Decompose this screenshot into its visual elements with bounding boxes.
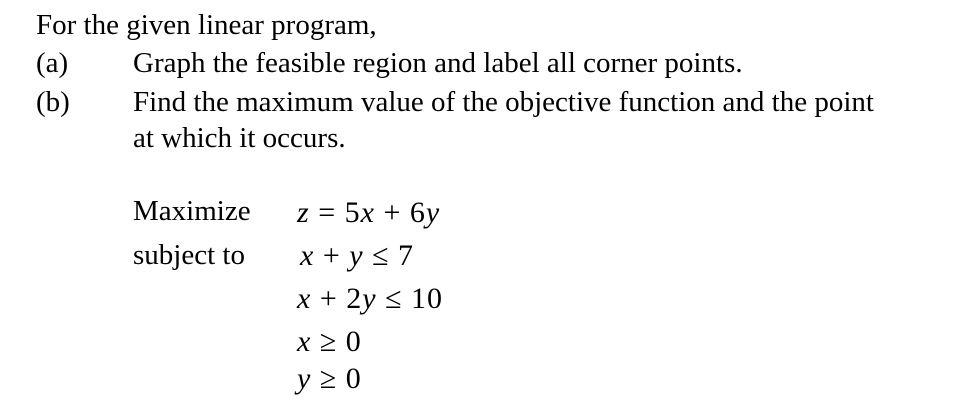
part-b-text-line1: Find the maximum value of the objective function and the point	[133, 86, 874, 118]
constraint-1: x + y ≤ 7	[300, 239, 415, 272]
subject-to-label: subject to	[133, 239, 245, 271]
part-b-text-line2: at which it occurs.	[133, 122, 346, 154]
objective-function: z = 5x + 6y	[297, 196, 441, 229]
maximize-label: Maximize	[133, 195, 251, 227]
part-b-label: (b)	[36, 86, 70, 118]
part-a-label: (a)	[36, 47, 69, 79]
part-a-text: Graph the feasible region and label all corner points.	[133, 47, 743, 79]
problem-intro: For the given linear program,	[36, 9, 377, 41]
constraint-3: x ≥ 0	[297, 325, 362, 358]
constraint-2: x + 2y ≤ 10	[297, 282, 444, 315]
constraint-4: y ≥ 0	[297, 362, 362, 395]
